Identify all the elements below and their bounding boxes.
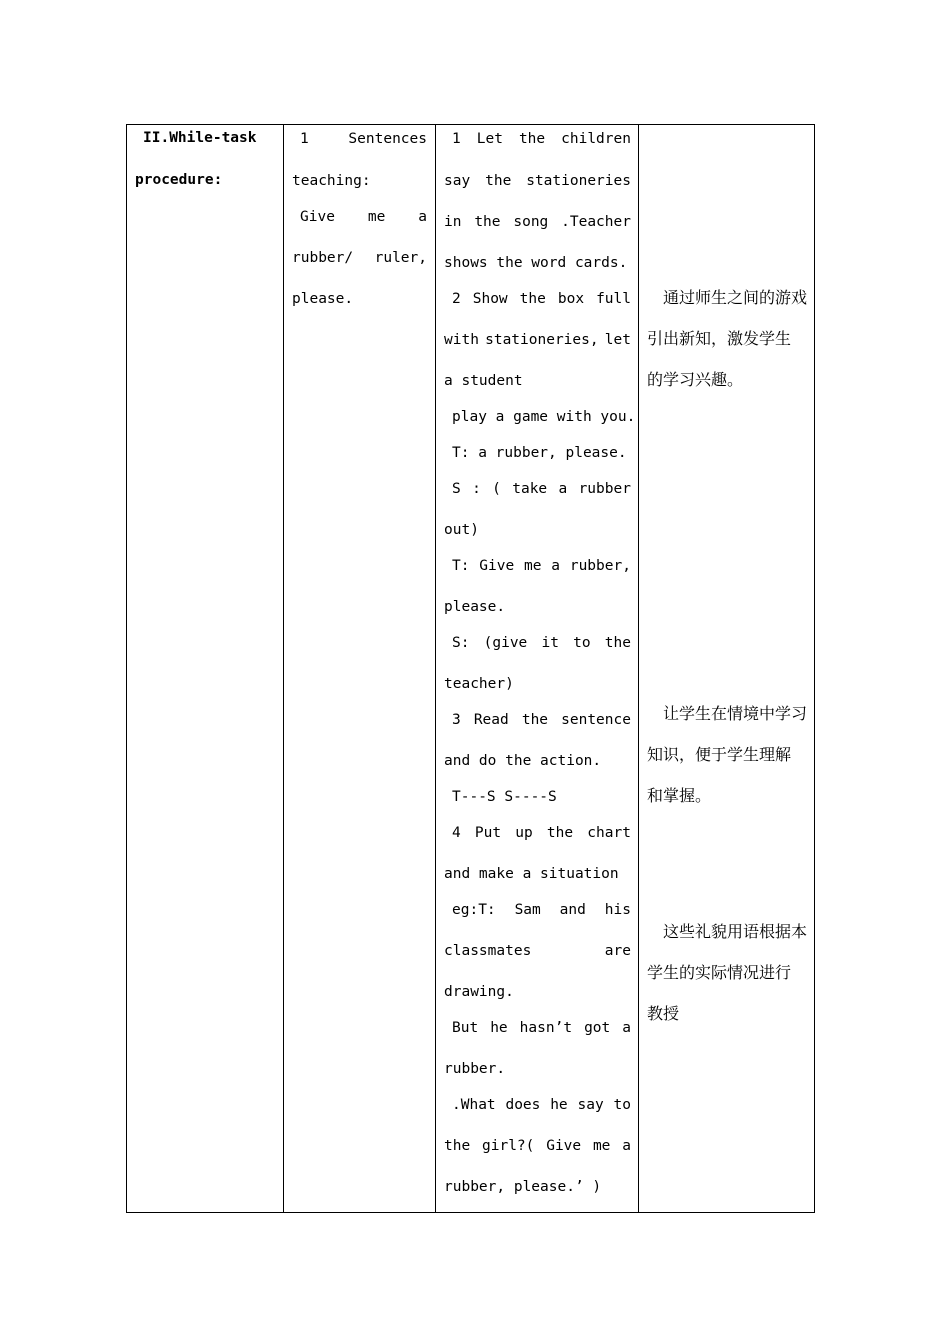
- text-line: [452, 788, 631, 806]
- text-word: ruler,: [374, 250, 427, 266]
- text-line: [444, 1137, 631, 1155]
- text-word: the: [474, 214, 501, 230]
- text-word: children: [561, 131, 631, 147]
- text-line: [452, 130, 631, 148]
- text-word: he: [550, 1097, 568, 1113]
- purpose-line: 这些礼貌用语根据本: [647, 922, 808, 941]
- text-line: [444, 1060, 631, 1078]
- text-line: [444, 675, 631, 693]
- text-word: 1: [452, 131, 461, 147]
- text-word: rubber.: [444, 1061, 506, 1077]
- text-word: box: [557, 291, 585, 307]
- text-word: stationeries,: [485, 332, 599, 348]
- text-word: the: [604, 635, 631, 651]
- text-word: 4: [452, 825, 461, 841]
- text-line: [444, 213, 631, 231]
- text-word: me: [367, 209, 386, 225]
- text-word: does: [505, 1097, 541, 1113]
- text-word: out): [444, 522, 479, 538]
- text-word: T---S S----S: [452, 789, 557, 805]
- text-line: [444, 521, 631, 539]
- text-line: [444, 331, 631, 349]
- text-word: (give: [483, 635, 528, 651]
- text-word: me: [524, 558, 542, 574]
- text-word: rubber, please.’ ): [444, 1179, 602, 1195]
- text-word: play a game with you.: [452, 409, 636, 425]
- column-divider: [638, 125, 639, 1212]
- text-word: please.: [292, 291, 354, 307]
- text-word: and do the action.: [444, 753, 602, 769]
- text-word: with: [444, 332, 479, 348]
- text-word: rubber: [578, 481, 631, 497]
- text-word: rubber,: [569, 558, 631, 574]
- text-word: S: [452, 481, 461, 497]
- text-word: eg:T:: [452, 902, 496, 918]
- text-word: 3: [452, 712, 461, 728]
- text-word: S:: [452, 635, 470, 651]
- text-word: to: [613, 1097, 631, 1113]
- text-line: [452, 634, 631, 652]
- text-word: sentence: [561, 712, 631, 728]
- text-word: a: [622, 1020, 631, 1036]
- text-line: [444, 942, 631, 960]
- text-word: Show: [472, 291, 508, 307]
- column-divider: [435, 125, 436, 1212]
- text-word: But: [452, 1020, 479, 1036]
- text-word: and make a situation: [444, 866, 619, 882]
- text-line: [444, 598, 631, 616]
- text-word: got: [584, 1020, 611, 1036]
- column-divider: [283, 125, 284, 1212]
- text-word: hasn’t: [519, 1020, 573, 1036]
- text-word: Read: [473, 712, 509, 728]
- text-word: :: [472, 481, 481, 497]
- text-line: [444, 254, 631, 272]
- text-line: [452, 1019, 631, 1037]
- text-word: 2: [452, 291, 461, 307]
- text-word: take: [512, 481, 548, 497]
- text-word: are: [604, 943, 631, 959]
- text-word: drawing.: [444, 984, 514, 1000]
- text-line: [452, 901, 631, 919]
- purpose-line: 知识，便于学生理解: [647, 745, 792, 764]
- text-word: 1: [300, 131, 309, 147]
- text-word: the: [518, 131, 546, 147]
- text-word: Sentences: [348, 131, 427, 147]
- purpose-note-1: [647, 277, 812, 400]
- text-word: the: [521, 712, 549, 728]
- text-word: it: [541, 635, 559, 651]
- text-word: Give: [479, 558, 515, 574]
- text-word: please.: [444, 599, 506, 615]
- text-word: girl?(: [482, 1138, 535, 1154]
- text-line: [452, 444, 631, 462]
- text-line: [452, 480, 631, 498]
- purpose-line: 学生的实际情况进行: [647, 963, 792, 982]
- text-line: [292, 172, 427, 190]
- stage-title: II.While-task: [143, 130, 257, 146]
- text-line: [452, 711, 631, 729]
- text-word: .What: [452, 1097, 496, 1113]
- text-word: the: [444, 1138, 471, 1154]
- purpose-line: 引出新知，激发学生: [647, 329, 792, 348]
- text-line: [292, 249, 427, 267]
- text-word: Give: [300, 209, 335, 225]
- text-line: [444, 172, 631, 190]
- text-word: a: [418, 209, 427, 225]
- text-word: rubber/: [292, 250, 354, 266]
- text-word: in: [444, 214, 462, 230]
- text-word: .Teacher: [561, 214, 631, 230]
- text-word: me: [592, 1138, 611, 1154]
- purpose-note-3: [647, 911, 812, 1034]
- purpose-line: 的学习兴趣。: [647, 370, 744, 389]
- text-word: a student: [444, 373, 523, 389]
- purpose-line: 通过师生之间的游戏: [647, 288, 808, 307]
- text-line: [444, 1178, 631, 1196]
- text-word: say: [577, 1097, 604, 1113]
- text-line: [452, 1096, 631, 1114]
- text-word: to: [573, 635, 591, 651]
- text-word: and: [559, 902, 586, 918]
- text-word: up: [515, 825, 533, 841]
- text-word: teaching:: [292, 173, 371, 189]
- text-word: say: [444, 173, 471, 189]
- text-line: [300, 130, 427, 148]
- text-word: Put: [474, 825, 502, 841]
- text-word: Sam: [514, 902, 541, 918]
- text-line: [444, 865, 631, 883]
- text-word: full: [596, 291, 631, 307]
- text-word: (: [492, 481, 501, 497]
- text-line: [452, 557, 631, 575]
- text-word: stationeries: [526, 173, 631, 189]
- text-word: shows the word cards.: [444, 255, 628, 271]
- text-word: Give: [546, 1138, 582, 1154]
- text-line: [452, 408, 636, 426]
- lesson-plan-table: [126, 124, 815, 1213]
- text-word: T:: [452, 558, 470, 574]
- text-line: [444, 983, 631, 1001]
- text-line: [444, 372, 631, 390]
- text-word: the: [519, 291, 546, 307]
- text-line: [444, 752, 631, 770]
- purpose-line: 和掌握。: [647, 786, 712, 805]
- text-word: Let: [476, 131, 503, 147]
- text-word: teacher): [444, 676, 514, 692]
- purpose-line: 让学生在情境中学习: [647, 704, 808, 723]
- text-line: [452, 824, 631, 842]
- purpose-line: 教授: [647, 1004, 680, 1023]
- stage-subtitle: procedure:: [135, 172, 223, 188]
- text-line: [292, 290, 427, 308]
- text-word: he: [490, 1020, 508, 1036]
- text-word: the: [485, 173, 512, 189]
- text-line: [300, 208, 427, 226]
- text-word: classmates: [444, 943, 532, 959]
- text-word: chart: [587, 825, 631, 841]
- text-word: T: a rubber, please.: [452, 445, 627, 461]
- text-line: [452, 290, 631, 308]
- text-word: the: [546, 825, 574, 841]
- text-word: a: [551, 558, 561, 574]
- text-word: let: [604, 332, 631, 348]
- text-word: his: [604, 902, 631, 918]
- text-word: a: [622, 1138, 631, 1154]
- text-word: song: [513, 214, 549, 230]
- purpose-note-2: [647, 693, 812, 816]
- text-word: a: [558, 481, 568, 497]
